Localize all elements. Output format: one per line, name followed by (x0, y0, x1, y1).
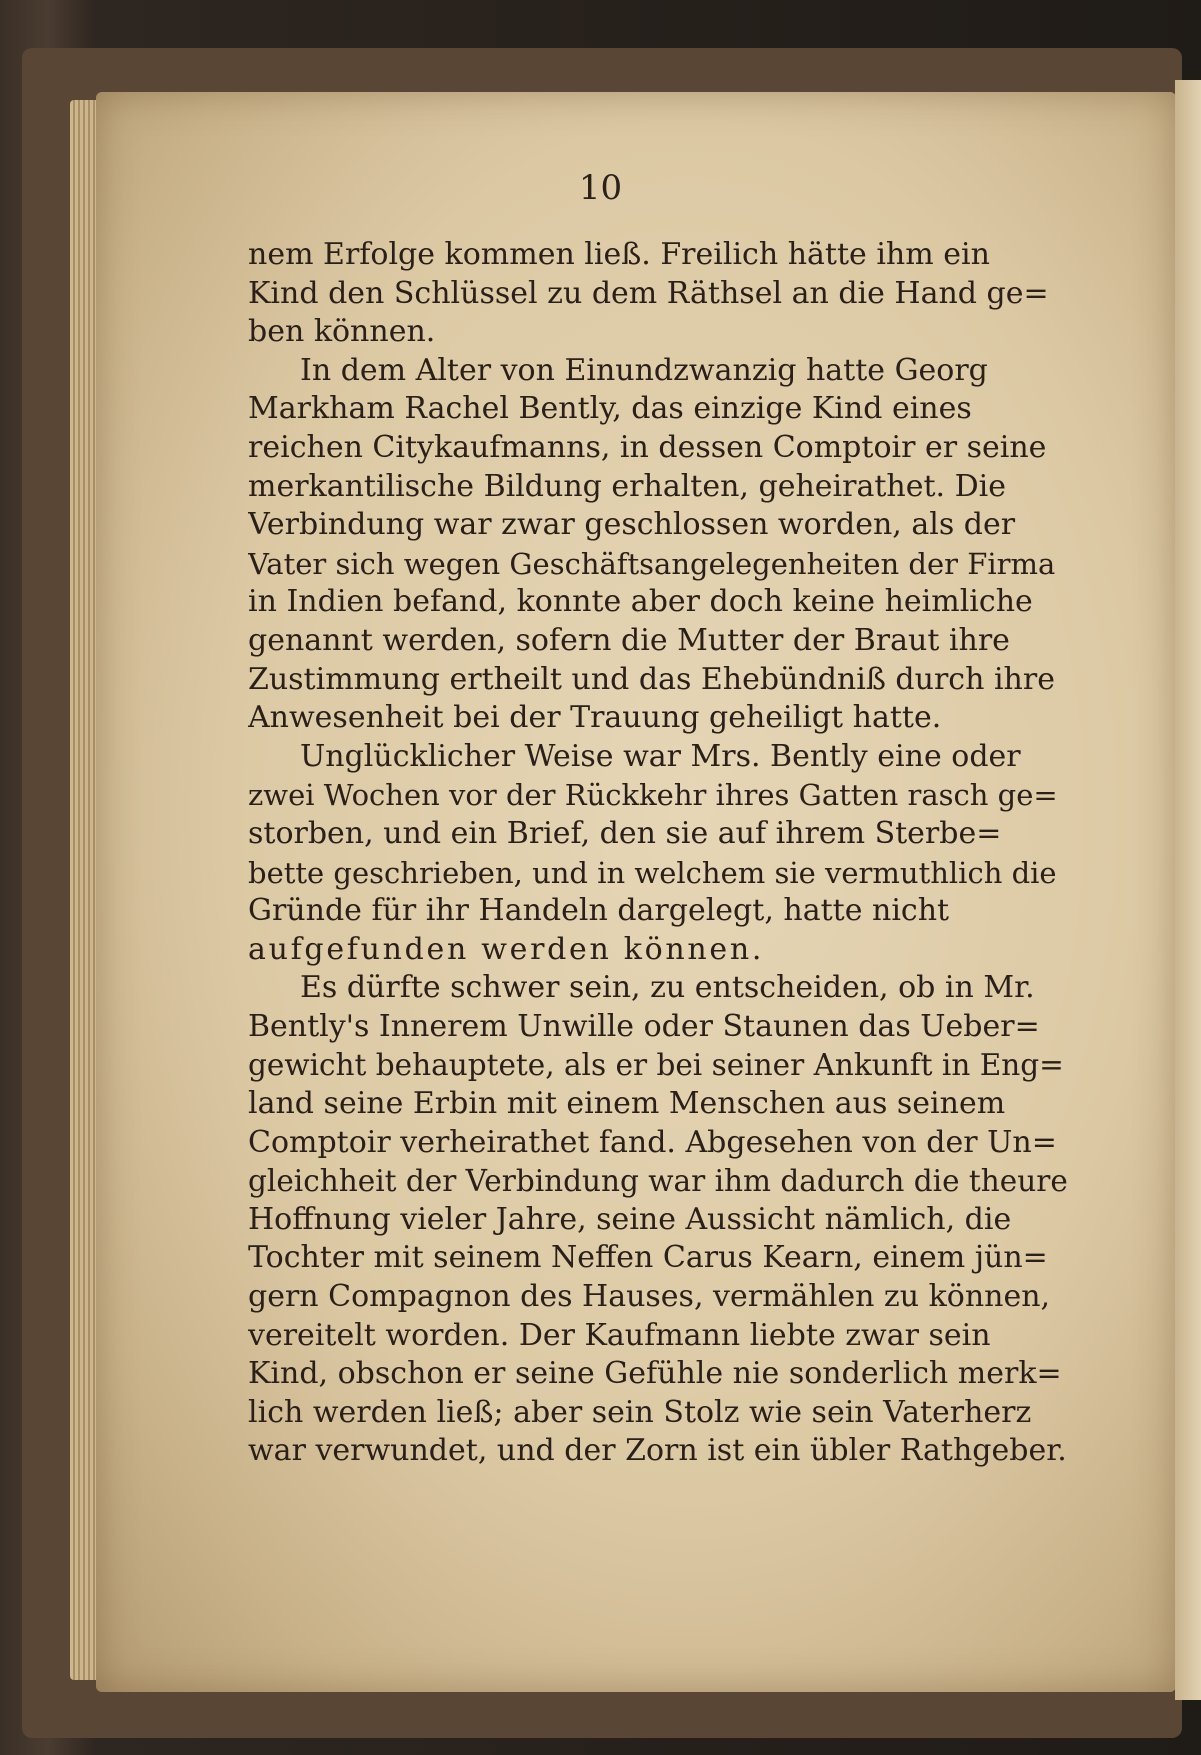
text-line: land seine Erbin mit einem Menschen aus seinem (248, 1086, 1006, 1122)
text-line: vereitelt worden. Der Kaufmann liebte zwar sein (248, 1317, 991, 1353)
text-line: genannt werden, sofern die Mutter der Braut ihre (248, 622, 1010, 658)
text-line: Anwesenheit bei der Trauung geheiligt hatte. (248, 700, 942, 736)
text-line: reichen Citykaufmanns, in dessen Comptoir er seine (248, 429, 1047, 465)
facing-page-edge (1175, 80, 1201, 1700)
text-line: Es dürfte schwer sein, zu entscheiden, ob in Mr. (300, 970, 1035, 1006)
text-line: war verwundet, und der Zorn ist ein übler Rathgeber. (248, 1433, 1067, 1469)
text-line: nem Erfolge kommen ließ. Freilich hätte ihm ein (248, 237, 990, 272)
text-line: storben, und ein Brief, den sie auf ihrem Sterbe= (248, 815, 1002, 851)
text-line: Comptoir verheirathet fand. Abgesehen von der Un= (248, 1124, 1057, 1160)
text-line: Gründe für ihr Handeln dargelegt, hatte nicht (248, 893, 950, 929)
text-line: Kind, obschon er seine Gefühle nie sonderlich merk= (248, 1356, 1062, 1392)
text-line: gleichheit der Verbindung war ihm dadurch die theure (248, 1164, 1068, 1199)
text-line: Markham Rachel Bently, das einzige Kind eines (248, 391, 972, 427)
text-line: Hoffnung vieler Jahre, seine Aussicht nämlich, die (248, 1201, 1012, 1237)
text-line: ben können. (248, 314, 436, 350)
text-line: Kind den Schlüssel zu dem Räthsel an die Hand ge= (248, 275, 1049, 311)
text-line: gern Compagnon des Hauses, vermählen zu können, (248, 1279, 1051, 1315)
text-line: Tochter mit seinem Neffen Carus Kearn, einem jün= (248, 1240, 1048, 1276)
text-line: in Indien befand, konnte aber doch keine heimliche (248, 584, 1033, 620)
text-line: Unglücklicher Weise war Mrs. Bently eine oder (300, 738, 1021, 774)
page-number: 10 (578, 168, 623, 208)
text-line: In dem Alter von Einundzwanzig hatte Georg (300, 352, 988, 388)
text-line: Zustimmung ertheilt und das Ehebündniß durch ihre (248, 661, 1055, 697)
text-line: Vater sich wegen Geschäftsangelegenheiten der Firma (248, 546, 1056, 581)
text-line: zwei Wochen vor der Rückkehr ihres Gatten rasch ge= (248, 778, 1058, 813)
text-line: gewicht behauptete, als er bei seiner Ankunft in Eng= (248, 1048, 1064, 1083)
text-line: Bently's Innerem Unwille oder Staunen das Ueber= (248, 1008, 1040, 1044)
body-text (248, 236, 1068, 1471)
text-line: Verbindung war zwar geschlossen worden, als der (248, 507, 1016, 543)
text-line: bette geschrieben, und in welchem sie vermuthlich die (248, 855, 1057, 890)
text-line: aufgefunden werden können. (248, 931, 765, 967)
text-line: lich werden ließ; aber sein Stolz wie sein Vaterherz (248, 1394, 1032, 1430)
text-line: merkantilische Bildung erhalten, geheirathet. Die (248, 468, 1007, 504)
